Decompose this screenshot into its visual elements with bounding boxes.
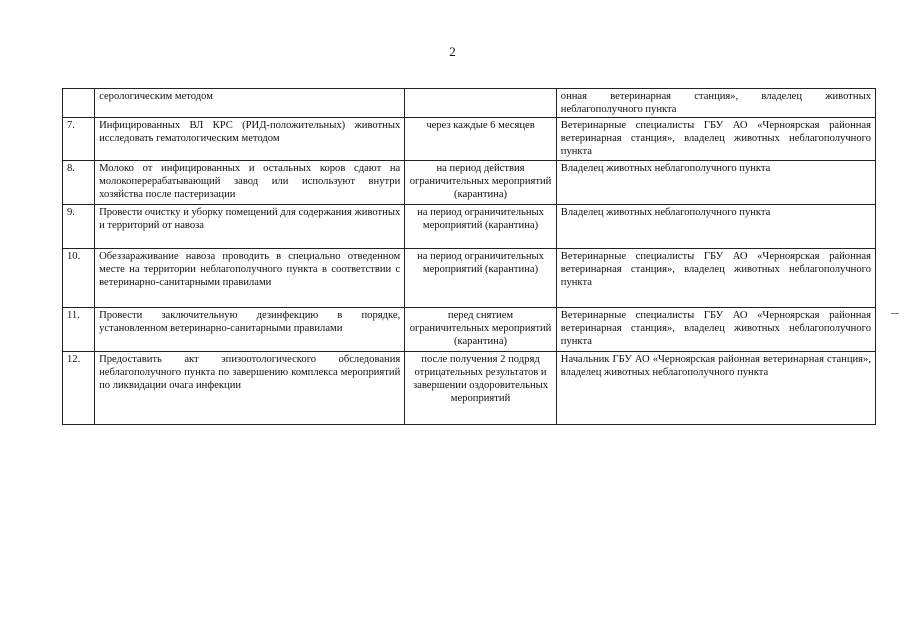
term-cell	[405, 89, 557, 118]
row-number: 10.	[63, 249, 95, 308]
responsible-cell: Ветеринарные специалисты ГБУ АО «Черноярская районная ветеринарная станция», владелец животных неблагополучного пункта	[556, 249, 875, 308]
term-cell: перед снятием ограничительных мероприятий (карантина)	[405, 308, 557, 352]
measure-cell: Инфицированных ВЛ КРС (РИД-положительных) животных исследовать гематологическим методом	[95, 118, 405, 161]
measure-cell: Обеззараживание навоза проводить в специально отведенном месте на территории неблагополучного пункта в соответствии с ветеринарно-санитарными правилами	[95, 249, 405, 308]
term-cell: после получения 2 подряд отрицательных результатов и завершении оздоровительных мероприятий	[405, 352, 557, 425]
row-number: 12.	[63, 352, 95, 425]
measure-cell: Предоставить акт эпизоотологического обследования неблагополучного пункта по завершению комплекса мероприятий по ликвидации очага инфекции	[95, 352, 405, 425]
table-row	[63, 161, 876, 205]
table-row	[63, 352, 876, 425]
table-row	[63, 89, 876, 118]
term-cell: на период ограничительных мероприятий (карантина)	[405, 205, 557, 249]
responsible-cell: Владелец животных неблагополучного пункта	[556, 205, 875, 249]
row-number	[63, 89, 95, 118]
term-cell: на период действия ограничительных мероприятий (карантина)	[405, 161, 557, 205]
table-row	[63, 308, 876, 352]
table-row	[63, 205, 876, 249]
responsible-cell: Владелец животных неблагополучного пункта	[556, 161, 875, 205]
responsible-cell: Ветеринарные специалисты ГБУ АО «Черноярская районная ветеринарная станция», владелец животных неблагополучного пункта	[556, 118, 875, 161]
responsible-cell: онная ветеринарная станция», владелец животных неблагополучного пункта	[556, 89, 875, 118]
table-row	[63, 249, 876, 308]
term-cell: через каждые 6 месяцев	[405, 118, 557, 161]
row-number: 9.	[63, 205, 95, 249]
measure-cell: Провести заключительную дезинфекцию в порядке, установленном ветеринарно-санитарными правилами	[95, 308, 405, 352]
table-row	[63, 118, 876, 161]
term-cell: на период ограничительных мероприятий (карантина)	[405, 249, 557, 308]
measure-cell: Провести очистку и уборку помещений для содержания животных и территорий от навоза	[95, 205, 405, 249]
responsible-cell: Ветеринарные специалисты ГБУ АО «Черноярская районная ветеринарная станция», владелец животных неблагополучного пункта	[556, 308, 875, 352]
row-number: 7.	[63, 118, 95, 161]
row-number: 8.	[63, 161, 95, 205]
scan-margin-mark	[891, 313, 899, 314]
row-number: 11.	[63, 308, 95, 352]
measure-cell: Молоко от инфицированных и остальных коров сдают на молокоперерабатывающий завод или используют внутри хозяйства после пастеризации	[95, 161, 405, 205]
measure-cell: серологическим методом	[95, 89, 405, 118]
responsible-cell: Начальник ГБУ АО «Черноярская районная ветеринарная станция», владелец животных неблагополучного пункта	[556, 352, 875, 425]
page-number: 2	[449, 44, 456, 59]
measures-table	[62, 88, 876, 425]
